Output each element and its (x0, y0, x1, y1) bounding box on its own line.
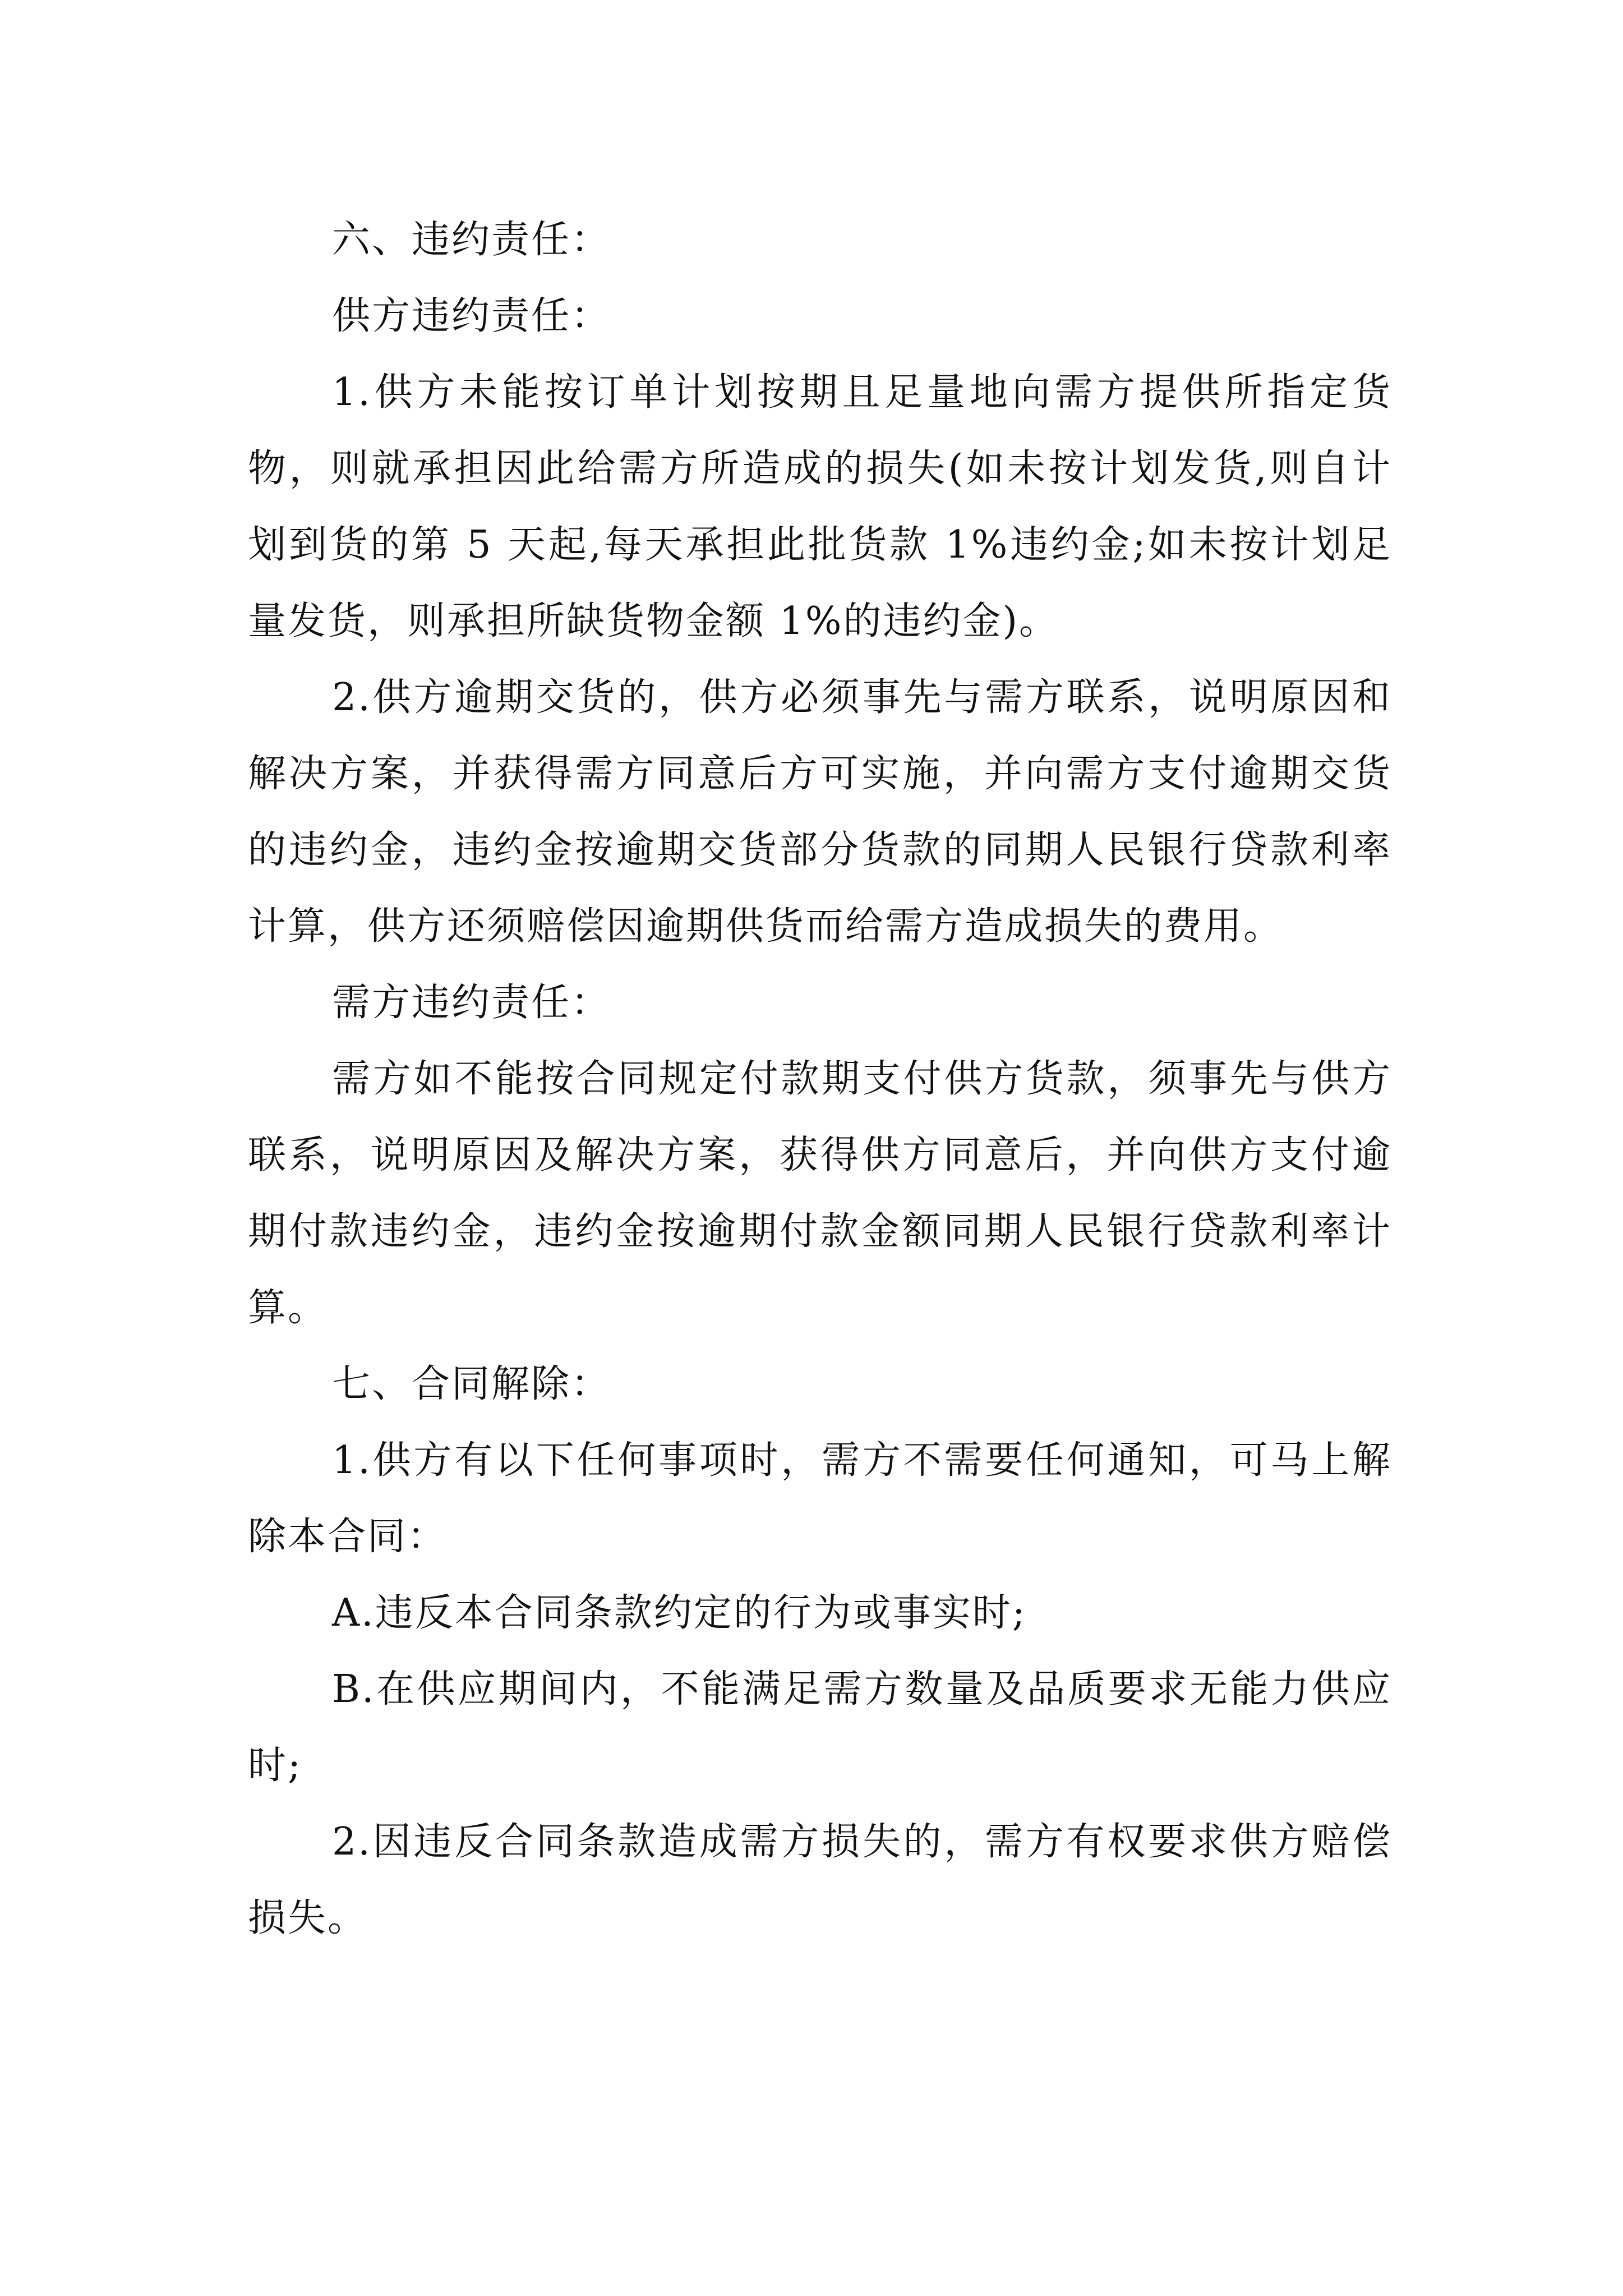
subheading-supplier-liability: 供方违约责任： (332, 294, 611, 338)
clause-termination-2: 2.因违反合同条款造成需方损失的，需方有权要求供方赔偿损失。 (248, 1820, 1392, 1940)
document-body (248, 202, 1392, 1957)
clause-supplier-1: 1.供方未能按订单计划按期且足量地向需方提供所指定货物，则就承担因此给需方所造成的损失(如未按计划发货,则自计划到货的第 5 天起,每天承担此批货款 1%违约金;如未按计划足量发货，则承担所缺货物金额 1%的违约金)。 (248, 370, 1392, 643)
clause-termination-1a: A.违反本合同条款约定的行为或事实时; (332, 1591, 1027, 1635)
clause-termination-1: 1.供方有以下任何事项时，需方不需要任何通知，可马上解除本合同： (248, 1438, 1392, 1559)
section-heading-breach-liability: 六、违约责任： (332, 218, 611, 262)
clause-termination-1b: B.在供应期间内，不能满足需方数量及品质要求无能力供应时; (248, 1667, 1392, 1788)
section-heading-termination: 七、合同解除： (332, 1362, 611, 1406)
clause-supplier-2: 2.供方逾期交货的，供方必须事先与需方联系，说明原因和解决方案，并获得需方同意后方可实施，并向需方支付逾期交货的违约金，违约金按逾期交货部分货款的同期人民银行贷款利率计算，供方还须赔偿因逾期供货而给需方造成损失的费用。 (248, 675, 1392, 949)
clause-buyer: 需方如不能按合同规定付款期支付供方货款，须事先与供方联系，说明原因及解决方案，获得供方同意后，并向供方支付逾期付款违约金，违约金按逾期付款金额同期人民银行贷款利率计算。 (248, 1057, 1392, 1330)
subheading-buyer-liability: 需方违约责任： (332, 981, 611, 1025)
